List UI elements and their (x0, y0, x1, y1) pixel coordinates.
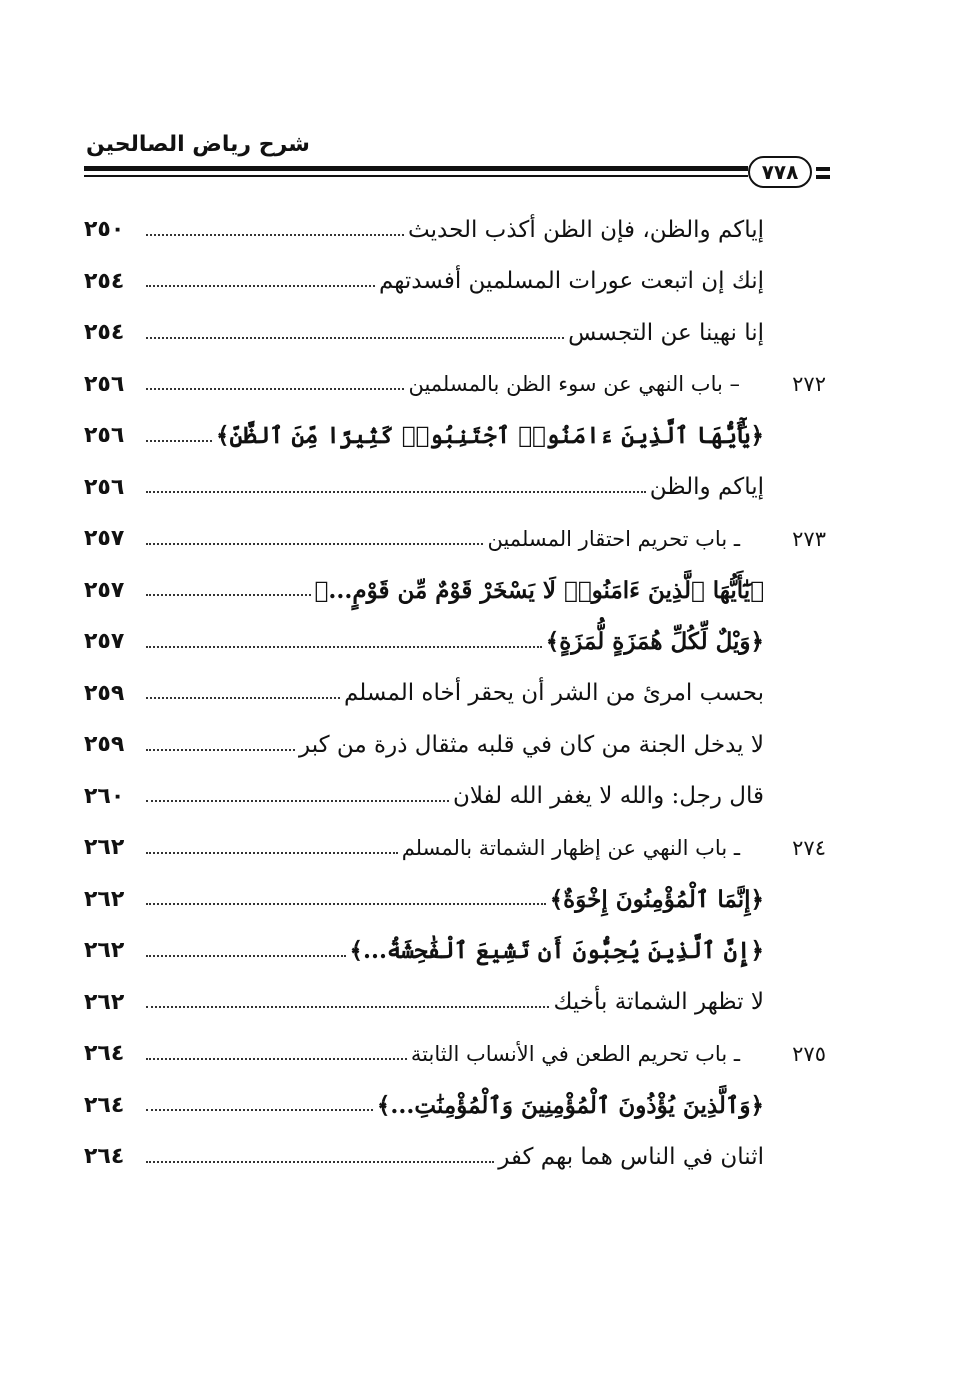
toc-entry (84, 359, 830, 411)
page-reference: ٢٦٠ (84, 783, 125, 809)
quran-verse-title: ﴿وَٱلَّذِينَ يُؤْذُونَ ٱلْمُؤْمِنِينَ وَٱلْمُؤْمِنَٰتِ...﴾ (376, 1091, 764, 1119)
page-reference: ٢٥٤ (84, 268, 125, 294)
page-reference: ٢٦٢ (84, 886, 125, 912)
toc-entry (84, 307, 830, 359)
toc-entry (84, 204, 830, 256)
hadith-title: بحسب امرئ من الشر أن يحقر أخاه المسلم (343, 680, 764, 707)
dot-leader (146, 285, 375, 287)
chapter-title: ـ باب تحريم الطعن في الأنساب الثابتة (410, 1041, 740, 1066)
chapter-number: ٢٧٤ (792, 835, 826, 860)
toc-entry (84, 513, 830, 565)
hadith-title: إنك إن اتبعت عورات المسلمين أفسدتهم (378, 268, 764, 295)
chapter-title: ـ باب النهي عن إظهار الشماتة بالمسلم (401, 835, 740, 860)
toc-entry (84, 1080, 830, 1132)
hadith-title: إياكم والظن (649, 474, 764, 501)
header-rule-thin (84, 175, 748, 177)
hadith-title: قال رجل: والله لا يغفر الله لفلان (452, 783, 764, 810)
dot-leader (146, 749, 295, 751)
dot-leader (146, 646, 542, 648)
dot-leader (146, 1109, 373, 1111)
toc-entry (84, 616, 830, 668)
hadith-title: إنا نهينا عن التجسس (568, 319, 764, 346)
page-reference: ٢٥٧ (84, 526, 125, 552)
toc-entry (84, 977, 830, 1029)
page-reference: ٢٥٩ (84, 680, 125, 706)
dot-leader (146, 337, 564, 339)
running-header (84, 128, 830, 198)
page-reference: ٢٦٤ (84, 1092, 125, 1118)
header-rule-stub (816, 167, 830, 171)
toc-entry (84, 256, 830, 308)
chapter-number: ٢٧٣ (792, 526, 826, 551)
page-reference: ٢٦٤ (84, 1041, 125, 1067)
dot-leader (146, 594, 311, 596)
page-reference: ٢٥٠ (84, 217, 125, 243)
quran-verse-title: ﴿إِنَّمَا ٱلْمُؤْمِنُونَ إِخْوَةٌ﴾ (549, 885, 764, 913)
toc-entry (84, 771, 830, 823)
dot-leader (146, 955, 346, 957)
dot-leader (146, 388, 404, 390)
chapter-title: ـ باب تحريم احتقار المسلمين (487, 526, 740, 551)
chapter-title: – باب النهي عن سوء الظن بالمسلمين (408, 372, 740, 397)
hadith-title: إياكم والظن، فإن الظن أكذب الحديث (408, 216, 764, 243)
page-reference: ٢٥٦ (84, 371, 125, 397)
page-reference: ٢٥٧ (84, 577, 125, 603)
page-reference: ٢٦٢ (84, 989, 125, 1015)
toc-entry (84, 668, 830, 720)
quran-verse-title: ﴿يَٰٓأَيُّهَا ٱلَّذِينَ ءَامَنُوا۟ ٱجْتَنِبُوا۟ كَثِيرًا مِّنَ ٱلظَّنِّ﴾ (216, 422, 764, 450)
dot-leader (146, 1058, 407, 1060)
page-reference: ٢٥٩ (84, 732, 125, 758)
page-reference: ٢٥٤ (84, 320, 125, 346)
toc-entry (84, 462, 830, 514)
table-of-contents (84, 204, 830, 1183)
dot-leader (146, 852, 398, 854)
toc-entry (84, 1028, 830, 1080)
page-number-badge: ٧٧٨ (748, 156, 812, 188)
toc-entry (84, 874, 830, 926)
hadith-title: لا تظهر الشماتة بأخيك (553, 989, 764, 1016)
dot-leader (146, 234, 404, 236)
toc-entry (84, 1131, 830, 1183)
dot-leader (146, 491, 646, 493)
quran-verse-title: ﴿إِنَّ ٱلَّذِينَ يُحِبُّونَ أَن تَشِيعَ ٱلْفَٰحِشَةُ...﴾ (349, 937, 764, 965)
header-rule-stub (816, 175, 830, 179)
dot-leader (146, 800, 449, 802)
toc-entry (84, 410, 830, 462)
page-reference: ٢٦٢ (84, 835, 125, 861)
page-reference: ٢٥٦ (84, 474, 125, 500)
dot-leader (146, 903, 546, 905)
page-reference: ٢٥٦ (84, 423, 125, 449)
page-reference: ٢٦٤ (84, 1144, 125, 1170)
quran-verse-title: ﴿يَٰٓأَيُّهَا ٱلَّذِينَ ءَامَنُوا۟ لَا يَسْخَرْ قَوْمٌ مِّن قَوْمٍ...﴾ (314, 576, 764, 604)
dot-leader (146, 543, 483, 545)
page-reference: ٢٥٧ (84, 629, 125, 655)
book-title: شرح رياض الصالحين (86, 132, 310, 157)
hadith-title: اثنان في الناس هما بهم كفر (498, 1143, 764, 1170)
header-rule-thick (84, 166, 748, 171)
dot-leader (146, 440, 212, 442)
toc-entry (84, 719, 830, 771)
chapter-number: ٢٧٥ (792, 1041, 826, 1066)
toc-entry (84, 822, 830, 874)
dot-leader (146, 697, 340, 699)
hadith-title: لا يدخل الجنة من كان في قلبه مثقال ذرة من كبر (299, 731, 764, 758)
quran-verse-title: ﴿وَيْلٌ لِّكُلِّ هُمَزَةٍ لُّمَزَةٍ﴾ (545, 628, 764, 656)
page-reference: ٢٦٢ (84, 938, 125, 964)
toc-entry (84, 925, 830, 977)
dot-leader (146, 1161, 494, 1163)
chapter-number: ٢٧٢ (792, 372, 826, 397)
toc-entry (84, 565, 830, 617)
dot-leader (146, 1006, 549, 1008)
